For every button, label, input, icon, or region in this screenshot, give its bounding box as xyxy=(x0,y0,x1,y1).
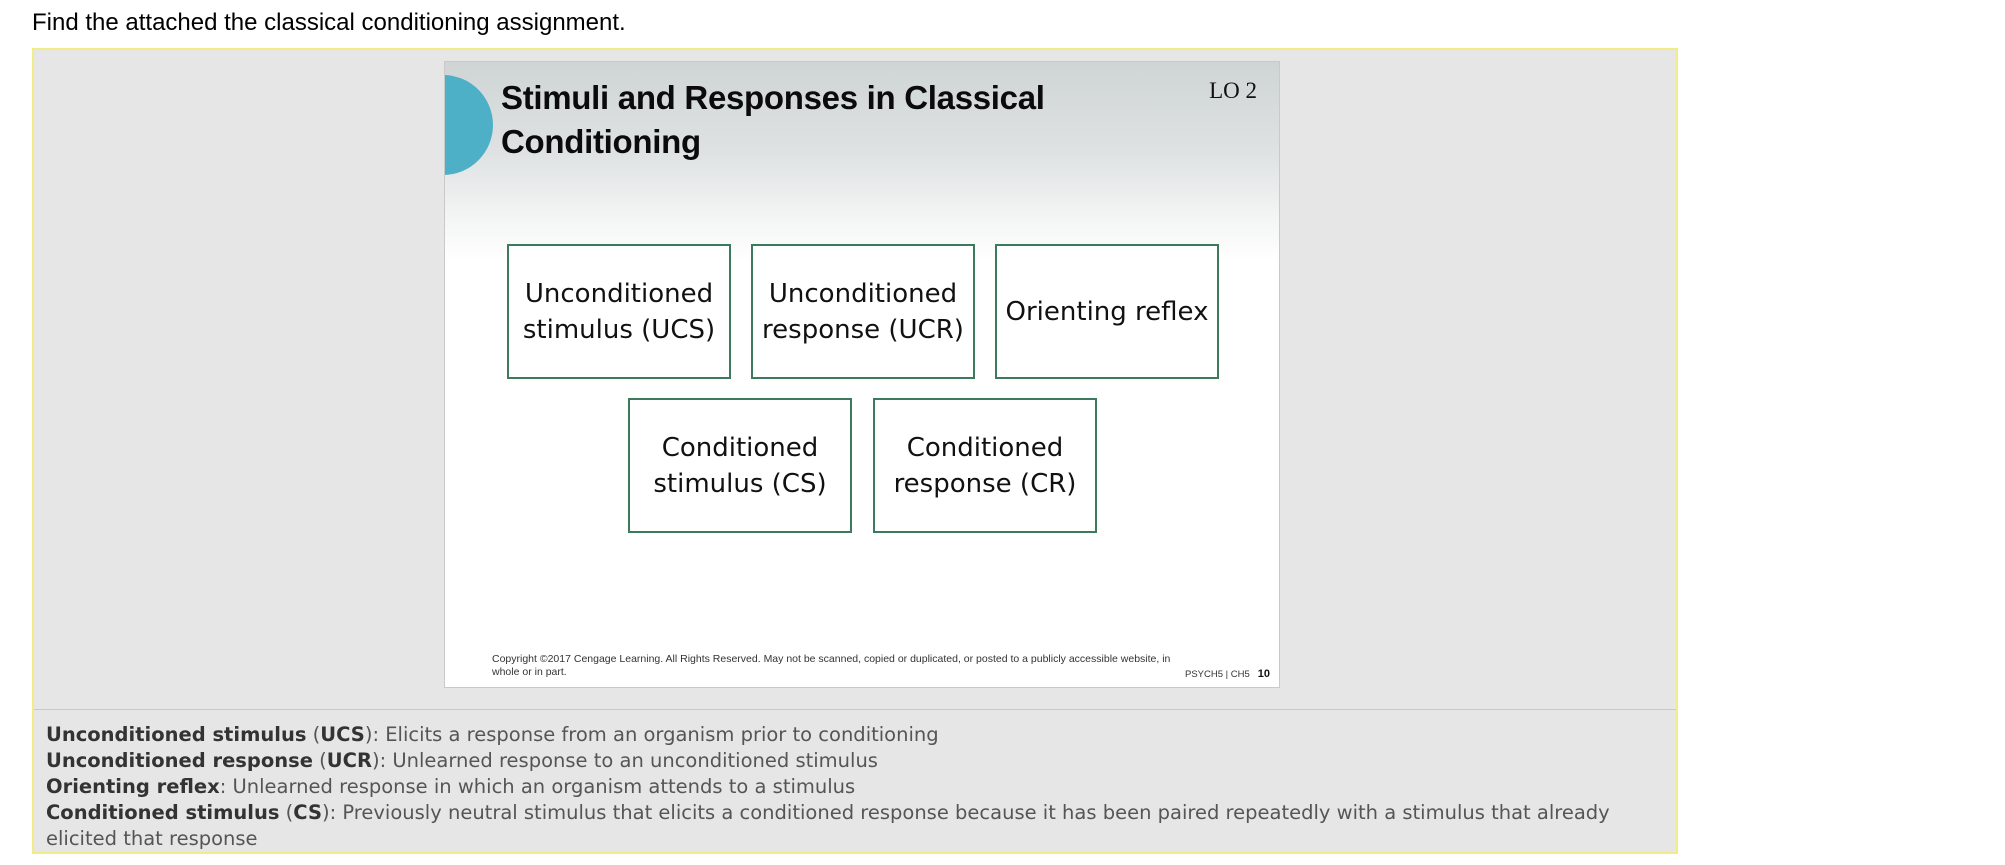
note-paren-open: ( xyxy=(279,801,294,824)
slide-copyright: Copyright ©2017 Cengage Learning. All Rights Reserved. May not be scanned, copied or duplicated, or posted to a publicly accessible website, in whole or in part. xyxy=(492,653,1171,678)
note-paren-close: ) xyxy=(371,749,380,772)
note-line xyxy=(46,774,1666,800)
learning-objective-label: LO 2 xyxy=(1209,78,1257,103)
concept-box-ucs: Unconditioned stimulus (UCS) xyxy=(507,244,731,379)
slide xyxy=(444,61,1280,688)
note-paren-close: ) xyxy=(364,723,373,746)
note-term: Unconditioned response xyxy=(46,749,313,772)
concept-box-orienting-reflex: Orienting reflex xyxy=(995,244,1219,379)
note-abbr: UCR xyxy=(326,749,372,772)
note-definition: : Unlearned response in which an organism attends to a stimulus xyxy=(219,775,856,798)
note-definition: : Elicits a response from an organism prior to conditioning xyxy=(372,723,939,746)
note-paren-open: ( xyxy=(312,749,327,772)
note-definition: : Previously neutral stimulus that elicits a conditioned response because it has been paired repeatedly with a stimulus that already elicited that response xyxy=(46,801,1610,850)
slide-title: Stimuli and Responses in Classical Conditioning xyxy=(501,79,1045,160)
speaker-notes xyxy=(46,722,1666,852)
concept-box-cs: Conditioned stimulus (CS) xyxy=(628,398,852,533)
note-line xyxy=(46,722,1666,748)
note-term: Orienting reflex xyxy=(46,775,220,798)
concept-box-cr: Conditioned response (CR) xyxy=(873,398,1097,533)
slide-accent-shape xyxy=(444,75,493,175)
intro-text: Find the attached the classical conditioning assignment. xyxy=(32,9,626,36)
note-abbr: CS xyxy=(293,801,323,824)
slide-footer-label: PSYCH5 | CH5 xyxy=(1184,669,1250,680)
note-term: Conditioned stimulus xyxy=(46,801,280,824)
note-abbr: UCS xyxy=(320,723,365,746)
note-line xyxy=(46,748,1666,774)
note-definition: : Unlearned response to an unconditioned stimulus xyxy=(379,749,878,772)
note-line xyxy=(46,800,1666,852)
attachment-preview[interactable] xyxy=(32,48,1678,854)
slide-page-number: 10 xyxy=(1257,668,1270,680)
concept-box-ucr: Unconditioned response (UCR) xyxy=(751,244,975,379)
note-term: Unconditioned stimulus xyxy=(46,723,307,746)
note-paren-close: ) xyxy=(322,801,330,824)
note-paren-open: ( xyxy=(306,723,321,746)
notes-divider xyxy=(34,709,1676,710)
slide-footer xyxy=(1185,668,1270,680)
